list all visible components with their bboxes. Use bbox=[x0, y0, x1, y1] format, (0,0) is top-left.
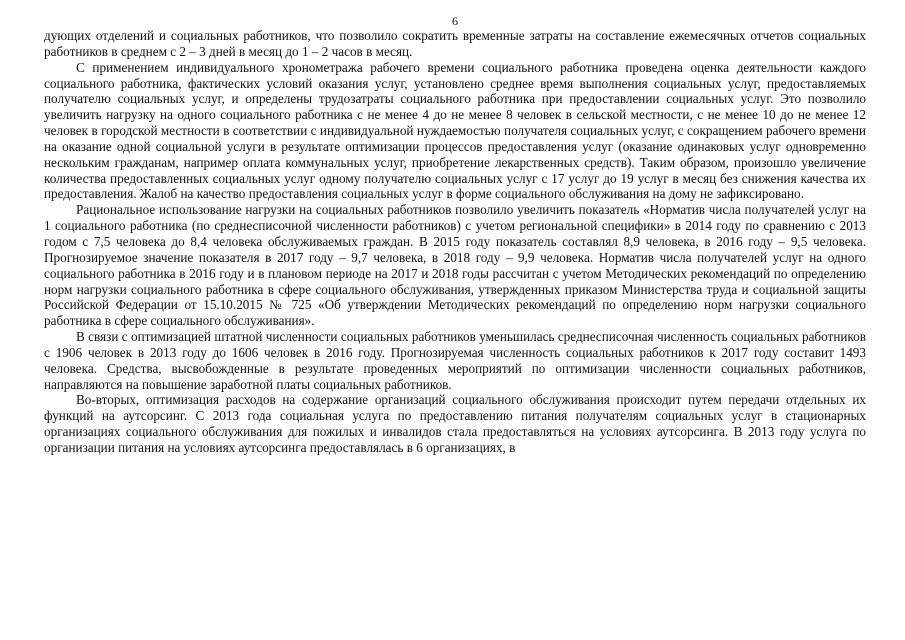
page-number: 6 bbox=[452, 14, 458, 28]
paragraph-staff-optimization: В связи с оптимизацией штатной численности социальных работников уменьшилась среднесписочная численность социальных работников с 1906 человек в 2013 году до 1606 человек в 2016 году. Прогнозируемая численность социальных работников к 2017 году составит 1493 человека. Средства, высвобожденные в результате проведенных мероприятий по оптимизации численности социальных работников, направляются на повышение заработной платы социальных работников. bbox=[44, 329, 866, 392]
document-body bbox=[44, 28, 866, 456]
paragraph-outsourcing: Во-вторых, оптимизация расходов на содержание организаций социального обслуживания происходит путем передачи отдельных их функций на аутсорсинг. С 2013 года социальная услуга по предоставлению питания получателям социальных услуг в стационарных организациях социального обслуживания для пожилых и инвалидов стала предоставляться на условиях аутсорсинга. В 2013 году услуга по организации питания на условиях аутсорсинга предоставлялась в 6 организациях, в bbox=[44, 392, 866, 455]
paragraph-continuation: дующих отделений и социальных работников, что позволило сократить временные затраты на составление ежемесячных отчетов социальных работников в среднем с 2 – 3 дней в месяц до 1 – 2 часов в месяц. bbox=[44, 28, 866, 59]
document-page bbox=[44, 14, 866, 456]
paragraph-workload-norm: Рациональное использование нагрузки на социальных работников позволило увеличить показатель «Норматив числа получателей услуг на 1 социального работника (по среднесписочной численности работников) с учетом региональной специфики» в 2014 году по сравнению с 2013 годом с 7,5 человека до 8,4 человека обслуживаемых граждан. В 2015 году показатель составлял 8,9 человека, в 2016 году – 9,5 человека. Прогнозируемое значение показателя в 2017 году – 9,7 человека, в 2018 году – 9,9 человека. Норматив числа получателей услуг на одного социального работника в 2016 году и в плановом периоде на 2017 и 2018 годы рассчитан с учетом Методических рекомендаций по определению норм нагрузки социального работника в сфере социального обслуживания, утвержденных приказом Министерства труда и социальной защиты Российской Федерации от 15.10.2015 № 725 «Об утверждении Методических рекомендаций по определению норм нагрузки социального работника в сфере социального обслуживания». bbox=[44, 202, 866, 329]
paragraph-chronometry: С применением индивидуального хронометража рабочего времени социального работника проведена оценка деятельности каждого социального работника, фактических условий оказания услуг, установлено среднее время выполнения социальных услуг, предоставляемых получателю социальных услуг, и определены трудозатраты социального работника при предоставлении социальных услуг. Это позволило увеличить нагрузку на одного социального работника с не менее 4 до не менее 8 человек в сельской местности, с не менее 10 до не менее 12 человек в городской местности в соответствии с индивидуальной нуждаемостью получателя социальных услуг, с сокращением рабочего времени на оказание одной социальной услуги в результате оптимизации процессов предоставления услуг (оказание одинаковых услуг одновременно нескольким гражданам, например оплата коммунальных услуг, приобретение лекарственных средств). Таким образом, произошло увеличение количества предоставленных социальных услуг одному получателю социальных услуг с 17 услуг до 19 услуг в месяц без снижения качества их предоставления. Жалоб на качество предоставления социальных услуг в форме социального обслуживания на дому не зафиксировано. bbox=[44, 59, 866, 202]
